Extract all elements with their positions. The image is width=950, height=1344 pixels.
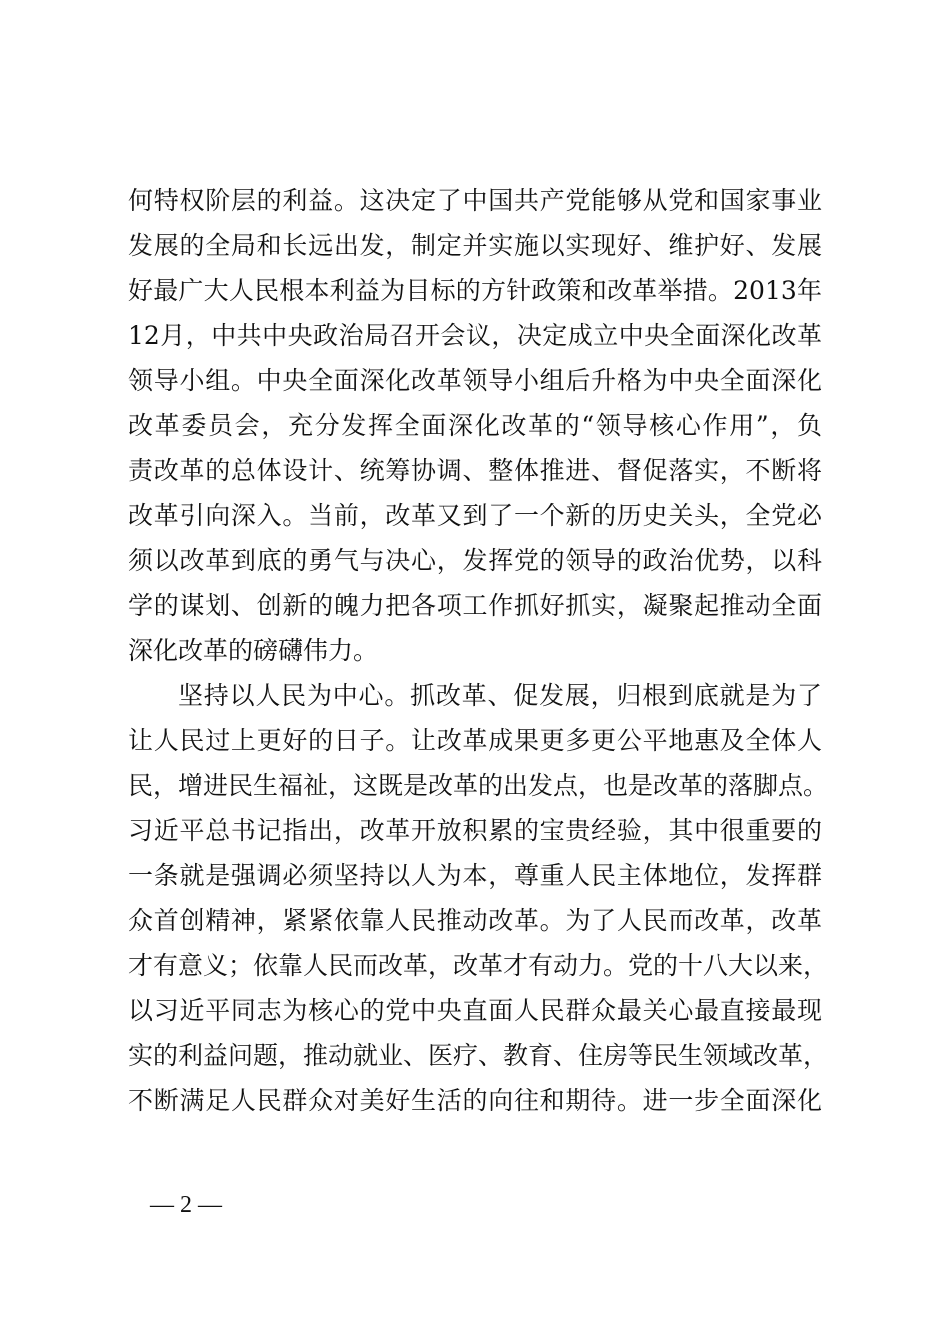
text-line: 众首创精神，紧紧依靠人民推动改革。为了人民而改革，改革 — [128, 906, 822, 935]
text-line: 发展的全局和长远出发，制定并实施以实现好、维护好、发展 — [128, 231, 822, 260]
text-line: 须以改革到底的勇气与决心，发挥党的领导的政治优势，以科 — [128, 546, 822, 575]
text-line: 深化改革的磅礴伟力。 — [128, 636, 379, 665]
text-line: 改革委员会，充分发挥全面深化改革的“领导核心作用”，负 — [128, 411, 822, 440]
text-line: 责改革的总体设计、统筹协调、整体推进、督促落实，不断将 — [128, 456, 822, 485]
text-line: 以习近平同志为核心的党中央直面人民群众最关心最直接最现 — [128, 996, 822, 1025]
text-line: 12月，中共中央政治局召开会议，决定成立中央全面深化改革 — [128, 321, 822, 350]
text-line: 好最广大人民根本利益为目标的方针政策和改革举措。2013年 — [128, 276, 822, 305]
text-line: 学的谋划、创新的魄力把各项工作抓好抓实，凝聚起推动全面 — [128, 591, 822, 620]
text-line: 改革引向深入。当前，改革又到了一个新的历史关头，全党必 — [128, 501, 822, 530]
page-number: — 2 — — [150, 1192, 222, 1218]
text-line: 民，增进民生福祉，这既是改革的出发点，也是改革的落脚点。 — [128, 771, 829, 800]
text-line: 一条就是强调必须坚持以人为本，尊重人民主体地位，发挥群 — [128, 861, 822, 890]
text-line: 领导小组。中央全面深化改革领导小组后升格为中央全面深化 — [128, 366, 822, 395]
body-text — [128, 178, 829, 1123]
text-line: 才有意义；依靠人民而改革，改革才有动力。党的十八大以来， — [128, 951, 829, 980]
text-line: 实的利益问题，推动就业、医疗、教育、住房等民生领域改革， — [128, 1041, 829, 1070]
text-line: 不断满足人民群众对美好生活的向往和期待。进一步全面深化 — [128, 1086, 822, 1115]
text-line: 何特权阶层的利益。这决定了中国共产党能够从党和国家事业 — [128, 186, 822, 215]
text-line: 习近平总书记指出，改革开放积累的宝贵经验，其中很重要的 — [128, 816, 822, 845]
text-line: 让人民过上更好的日子。让改革成果更多更公平地惠及全体人 — [128, 726, 822, 755]
paragraph-first-line: 坚持以人民为中心。抓改革、促发展，归根到底就是为了 — [178, 681, 822, 710]
